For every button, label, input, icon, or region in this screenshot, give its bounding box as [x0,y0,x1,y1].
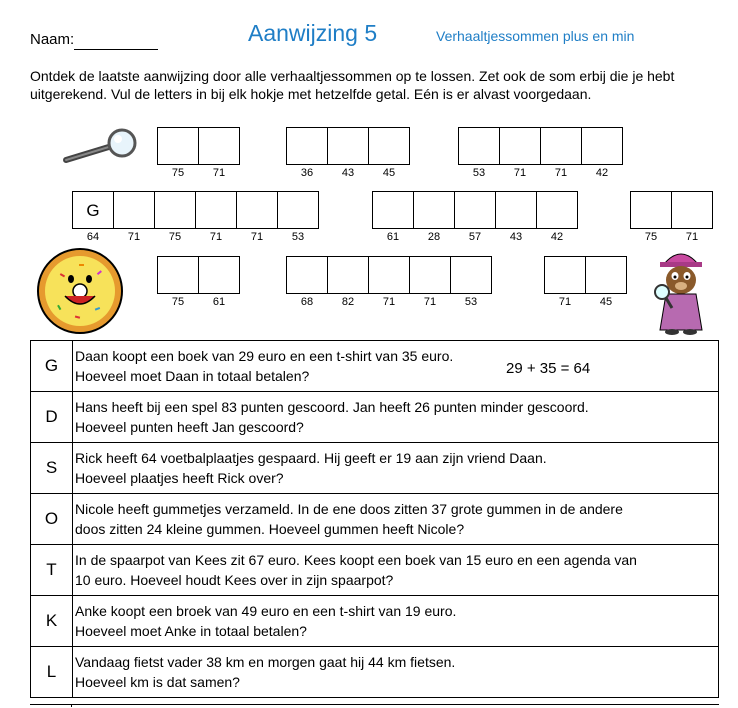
question-cell[interactable] [73,647,719,698]
puzzle-box[interactable] [630,191,672,243]
puzzle-box[interactable] [413,191,455,243]
question-cell[interactable] [73,545,719,596]
puzzle-box-number: 42 [550,231,564,243]
puzzle-box[interactable] [368,127,410,179]
puzzle-box-number: 71 [558,296,572,308]
questions-table [30,340,719,698]
puzzle-box[interactable] [113,191,155,243]
puzzle-box[interactable] [157,127,199,179]
puzzle-box[interactable] [585,256,627,308]
puzzle-box-number: 43 [341,167,355,179]
puzzle-box-letter: G [86,201,100,220]
question-text-line1: Vandaag fietst vader 38 km en morgen gaat hij 44 km fietsen. [75,654,456,670]
puzzle-word [458,127,623,179]
question-cell[interactable] [73,596,719,647]
puzzle-box-number: 71 [423,296,437,308]
question-cell[interactable] [73,341,719,392]
question-row [31,392,719,443]
question-text-line1: Rick heeft 64 voetbalplaatjes gespaard. Hij geeft er 19 aan zijn vriend Daan. [75,450,547,466]
question-text-line1: In de spaarpot van Kees zit 67 euro. Kees koopt een boek van 15 euro en een agenda van [75,552,637,568]
question-cell[interactable] [73,494,719,545]
puzzle-box[interactable] [409,256,451,308]
question-row [31,494,719,545]
puzzle-box-number: 82 [341,296,355,308]
question-letter: S [31,443,73,494]
puzzle-box-number: 68 [300,296,314,308]
puzzle-word [286,256,492,308]
question-row [31,341,719,392]
puzzle-box-number: 45 [599,296,613,308]
question-text-line2: 10 euro. Hoeveel houdt Kees over in zijn spaarpot? [75,572,394,588]
question-text-line2: Hoeveel plaatjes heeft Rick over? [75,470,284,486]
question-text-line2: Hoeveel km is dat samen? [75,674,240,690]
answer-text: 29 + 35 = 64 [506,360,591,377]
detective-icon [650,246,712,336]
naam-input-line[interactable] [74,49,158,50]
puzzle-word [286,127,410,179]
question-letter: T [31,545,73,596]
puzzle-box-number: 53 [464,296,478,308]
question-row [31,545,719,596]
puzzle-box[interactable] [327,256,369,308]
question-letter: G [31,341,73,392]
puzzle-box[interactable] [450,256,492,308]
puzzle-box[interactable] [198,256,240,308]
question-row [31,596,719,647]
puzzle-box[interactable] [536,191,578,243]
puzzle-box[interactable] [544,256,586,308]
puzzle-box-number: 43 [509,231,523,243]
puzzle-box-number: 53 [472,167,486,179]
puzzle-box-number: 64 [86,231,100,243]
puzzle-word [630,191,713,243]
puzzle-box-number: 45 [382,167,396,179]
question-text-line1: Nicole heeft gummetjes verzameld. In de ene doos zitten 37 grote gummen in de andere [75,501,623,517]
puzzle-box-number: 71 [250,231,264,243]
question-row [31,647,719,698]
puzzle-word [72,191,319,243]
puzzle-box[interactable] [499,127,541,179]
question-text-line2: Hoeveel moet Anke in totaal betalen? [75,623,307,639]
question-text-line2: Hoeveel moet Daan in totaal betalen? [75,368,310,384]
puzzle-box[interactable] [72,191,114,243]
puzzle-box[interactable] [286,127,328,179]
puzzle-box-number: 71 [382,296,396,308]
puzzle-box[interactable] [154,191,196,243]
puzzle-box[interactable] [454,191,496,243]
question-letter: D [31,392,73,443]
puzzle-word [157,256,240,308]
puzzle-box[interactable] [277,191,319,243]
puzzle-box-number: 53 [291,231,305,243]
puzzle-box[interactable] [198,127,240,179]
question-text-line1: Anke koopt een broek van 49 euro en een t-shirt van 19 euro. [75,603,457,619]
puzzle-box[interactable] [581,127,623,179]
puzzle-box-number: 61 [386,231,400,243]
naam-label: Naam: [30,31,75,48]
page-title: Aanwijzing 5 [248,20,378,46]
puzzle-box[interactable] [540,127,582,179]
puzzle-box[interactable] [495,191,537,243]
puzzle-box-number: 71 [127,231,141,243]
question-text-line1: Daan koopt een boek van 29 euro en een t-shirt van 35 euro. [75,348,454,364]
page-subtitle: Verhaaltjessommen plus en min [436,28,635,44]
puzzle-box-number: 71 [685,231,699,243]
question-cell[interactable] [73,392,719,443]
puzzle-box-number: 75 [168,231,182,243]
puzzle-box-number: 36 [300,167,314,179]
puzzle-box[interactable] [671,191,713,243]
magnifying-glass-icon [60,126,140,168]
question-text-line2: Hoeveel punten heeft Jan gescoord? [75,419,304,435]
puzzle-box[interactable] [195,191,237,243]
question-letter: L [31,647,73,698]
donut-icon [35,246,125,336]
puzzle-box-number: 42 [595,167,609,179]
question-letter: O [31,494,73,545]
question-cell[interactable] [73,443,719,494]
question-row [31,443,719,494]
puzzle-box-number: 71 [513,167,527,179]
instructions-text: Ontdek de laatste aanwijzing door alle verhaaltjessommen op te lossen. Zet ook de som erbij die je hebt uitgerekend. Vul de letters in bij elk hokje met hetzelfde getal. Eén is er alvast voorgedaan. [30,68,675,102]
puzzle-box-number: 75 [171,296,185,308]
puzzle-box-number: 28 [427,231,441,243]
puzzle-box[interactable] [372,191,414,243]
puzzle-word [544,256,627,308]
puzzle-box-number: 71 [209,231,223,243]
question-text-line2: doos zitten 24 kleine gummen. Hoeveel gummen heeft Nicole? [75,521,465,537]
puzzle-box[interactable] [157,256,199,308]
question-text-line1: Hans heeft bij een spel 83 punten gescoord. Jan heeft 26 punten minder gescoord. [75,399,589,415]
puzzle-box-number: 71 [212,167,226,179]
puzzle-box-number: 71 [554,167,568,179]
puzzle-box[interactable] [327,127,369,179]
puzzle-box[interactable] [236,191,278,243]
question-letter: K [31,596,73,647]
puzzle-word [157,127,240,179]
puzzle-box[interactable] [286,256,328,308]
puzzle-word [372,191,578,243]
puzzle-box[interactable] [368,256,410,308]
puzzle-box-number: 61 [212,296,226,308]
puzzle-box[interactable] [458,127,500,179]
puzzle-box-number: 75 [171,167,185,179]
puzzle-box-number: 57 [468,231,482,243]
puzzle-box-number: 75 [644,231,658,243]
table-row-cut [30,704,719,708]
